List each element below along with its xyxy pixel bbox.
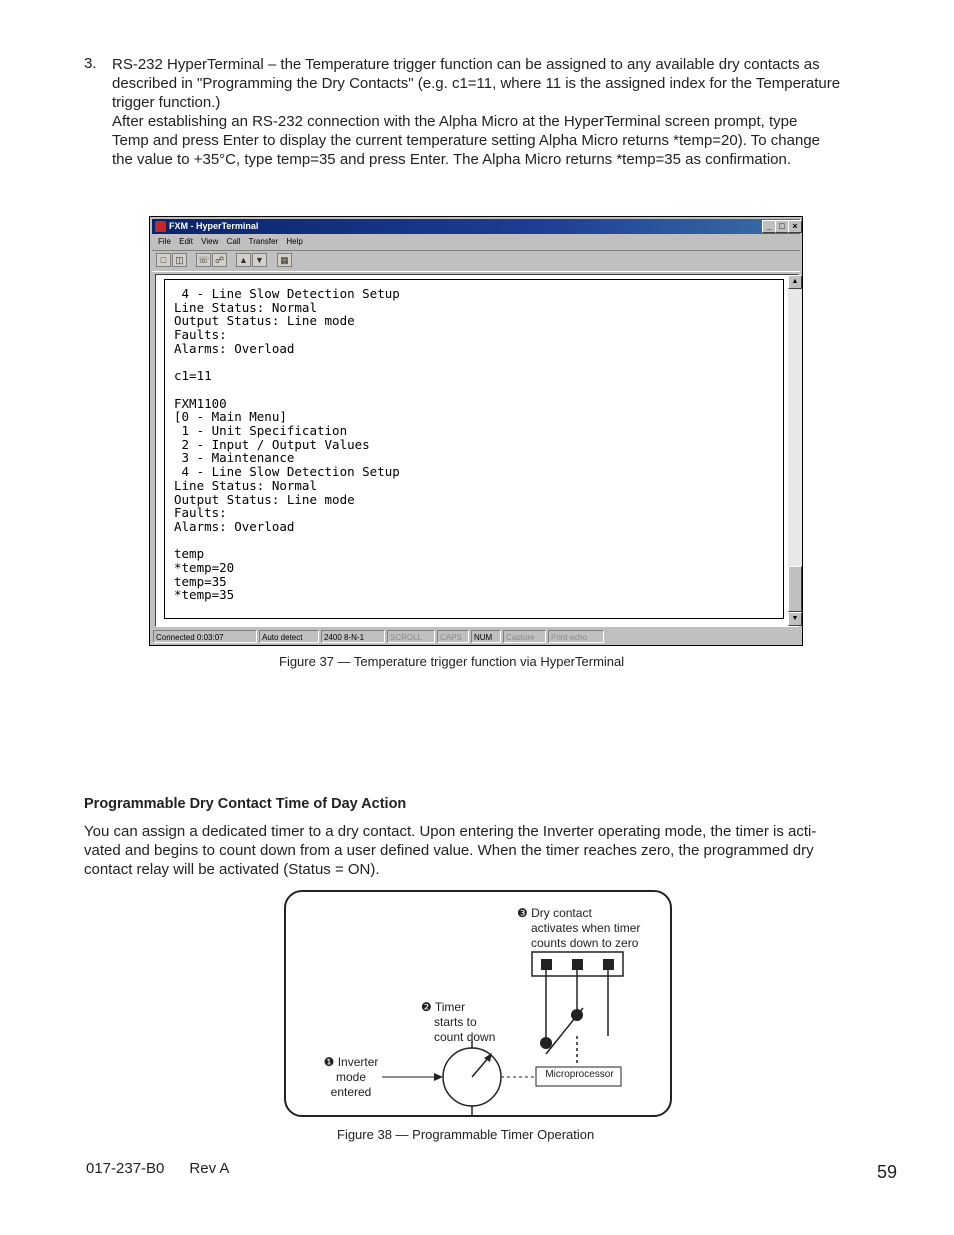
status-capture: Capture (503, 630, 546, 643)
app-icon (155, 221, 166, 232)
step-line: described in "Programming the Dry Contacts" (e.g. c1=11, where 11 is the assigned index for the Temperature (112, 75, 841, 92)
scroll-thumb[interactable] (788, 566, 802, 612)
step-line: the value to +35°C, type temp=35 and press Enter. The Alpha Micro returns *temp=35 as confirmation. (112, 151, 792, 168)
scroll-up-icon[interactable]: ▲ (788, 275, 802, 289)
menu-transfer[interactable]: Transfer (248, 237, 279, 246)
receive-icon[interactable]: ▼ (252, 253, 267, 267)
step-line: RS-232 HyperTerminal – the Temperature trigger function can be assigned to any available dry contacts as (112, 56, 820, 73)
close-button[interactable]: × (788, 220, 802, 233)
status-settings: 2400 8-N-1 (321, 630, 385, 643)
status-detect: Auto detect (259, 630, 319, 643)
phone-icon[interactable]: ☏ (197, 255, 210, 265)
status-connected: Connected 0:03:07 (153, 630, 257, 643)
relay-contact (540, 1037, 552, 1049)
menu-file[interactable]: File (158, 237, 171, 246)
toolbar (152, 250, 800, 272)
figure-37-caption: Figure 37 — Temperature trigger function via HyperTerminal (279, 654, 625, 669)
hyperterminal-window (149, 216, 803, 646)
menu-view[interactable]: View (201, 237, 219, 246)
contact-terminal (603, 959, 614, 970)
microprocessor-label: Microprocessor (545, 1069, 614, 1080)
contact-terminal (541, 959, 552, 970)
label-inverter-mode: ❶ Inverter mode entered (323, 1055, 379, 1099)
step-text (112, 55, 892, 169)
status-scroll: SCROLL (387, 630, 435, 643)
window-title: FXM - HyperTerminal (169, 221, 259, 231)
status-bar (152, 630, 800, 644)
disconnect-icon[interactable]: ☍ (212, 253, 227, 267)
paragraph-line: contact relay will be activated (Status = ON). (84, 861, 380, 878)
scroll-down-icon[interactable]: ▼ (788, 612, 802, 626)
send-icon[interactable]: ▲ (236, 253, 251, 267)
menu-help[interactable]: Help (286, 237, 303, 246)
open-icon[interactable]: ◫ (172, 253, 187, 267)
step-number: 3. (84, 55, 97, 72)
label-dry-contact: ❸ Dry contact activates when timer counts down to zero (517, 906, 641, 950)
step-line: Temp and press Enter to display the current temperature setting Alpha Micro returns *temp=20). To change (112, 132, 821, 149)
section-heading: Programmable Dry Contact Time of Day Action (84, 796, 407, 812)
minimize-button[interactable]: _ (762, 220, 776, 233)
step-line: trigger function.) (112, 94, 221, 111)
menu-call[interactable]: Call (226, 237, 241, 246)
figure-38-caption: Figure 38 — Programmable Timer Operation (337, 1127, 595, 1142)
vertical-scrollbar[interactable] (788, 275, 802, 626)
new-icon[interactable]: □ (156, 253, 171, 267)
maximize-button[interactable]: □ (775, 220, 789, 233)
contact-terminal (572, 959, 583, 970)
terminal-area (155, 274, 799, 627)
paragraph-line: You can assign a dedicated timer to a dry contact. Upon entering the Inverter operating mode, the timer is acti- (84, 823, 817, 840)
status-caps: CAPS (437, 630, 469, 643)
label-timer-starts: ❷ Timer starts to count down (421, 1000, 496, 1044)
relay-switch (546, 1008, 583, 1054)
status-echo: Print echo (548, 630, 604, 643)
title-bar (152, 219, 800, 234)
properties-icon[interactable]: ▦ (277, 253, 292, 267)
document-id: 017-237-B0 Rev A (86, 1160, 230, 1177)
terminal-screen[interactable]: 4 - Line Slow Detection Setup Line Status: Normal Output Status: Line mode Faults: Alarms: Overload c1=11 FXM1100 [0 - Main Menu] 1 - Unit Specification 2 - Input / Output Values 3 - Maintenance 4 - Line Slow Detection Setup Line Status: Normal Output Status: Line mode Faults: Alarms: Overload temp *temp=20 temp=35 *temp=35 (164, 279, 784, 619)
section-paragraph (84, 822, 874, 879)
page-number: 59 (877, 1162, 898, 1182)
menu-edit[interactable]: Edit (179, 237, 193, 246)
menu-bar (152, 235, 800, 249)
paragraph-line: vated and begins to count down from a user defined value. When the timer reaches zero, the programmed dry (84, 842, 814, 859)
status-num: NUM (471, 630, 501, 643)
step-line: After establishing an RS-232 connection with the Alpha Micro at the HyperTerminal screen prompt, type (112, 113, 798, 130)
